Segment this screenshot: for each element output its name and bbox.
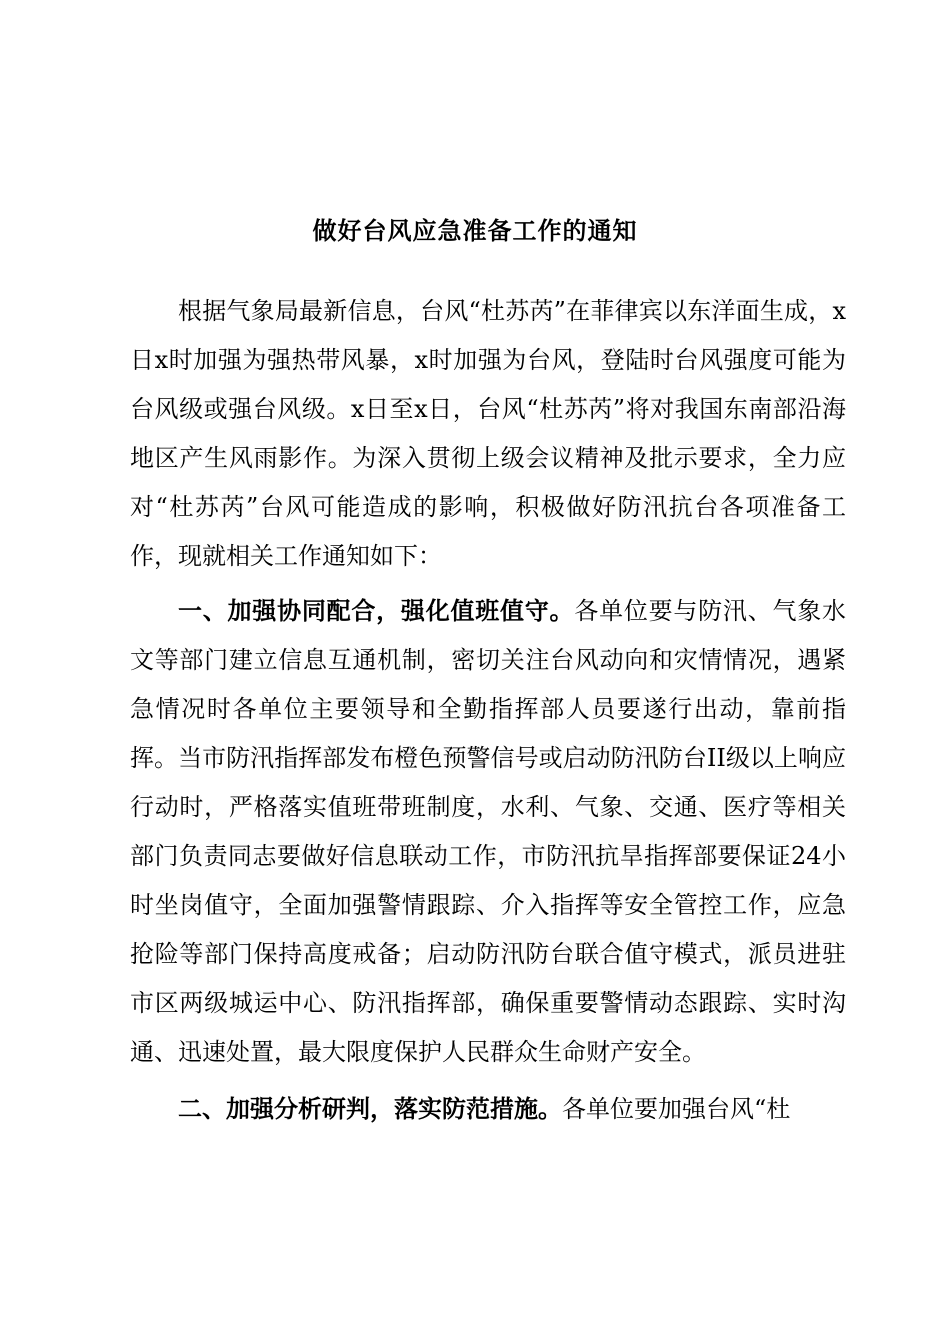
document-body [130,286,846,1134]
section-2-heading: 二、加强分析研判，落实防范措施。 [178,1093,562,1123]
paragraph-section-2 [130,1084,846,1134]
paragraph-intro-text: 根据气象局最新信息，台风“杜苏芮”在菲律宾以东洋面生成，x日x时加强为强热带风暴，x时加强为台风，登陆时台风强度可能为台风级或强台风级。x日至x日，台风“杜苏芮”将对我国东南部沿海地区产生风雨影作。为深入贯彻上级会议精神及批示要求，全力应对“杜苏芮”台风可能造成的影响，积极做好防汛抗台各项准备工作，现就相关工作通知如下： [130,297,846,571]
section-1-heading: 一、加强协同配合，强化值班值守。 [178,595,575,625]
paragraph-intro [130,286,846,582]
section-2-text: 各单位要加强台风“杜 [562,1094,791,1123]
paragraph-section-1 [130,586,846,1078]
document-title: 做好台风应急准备工作的通知 [312,216,638,245]
section-1-text: 各单位要与防汛、气象水文等部门建立信息互通机制，密切关注台风动向和灾情情况，遇紧急情况时各单位主要领导和全勤指挥部人员要遂行出动，靠前指挥。当市防汛指挥部发布橙色预警信号或启动防汛防台II级以上响应行动时，严格落实值班带班制度，水利、气象、交通、医疗等相关部门负责同志要做好信息联动工作，市防汛抗旱指挥部要保证24小时坐岗值守，全面加强警情跟踪、介入指挥等安全管控工作，应急抢险等部门保持高度戒备；启动防汛防台联合值守模式，派员进驻市区两级城运中心、防汛指挥部，确保重要警情动态跟踪、实时沟通、迅速处置，最大限度保护人民群众生命财产安全。 [130,596,847,1067]
